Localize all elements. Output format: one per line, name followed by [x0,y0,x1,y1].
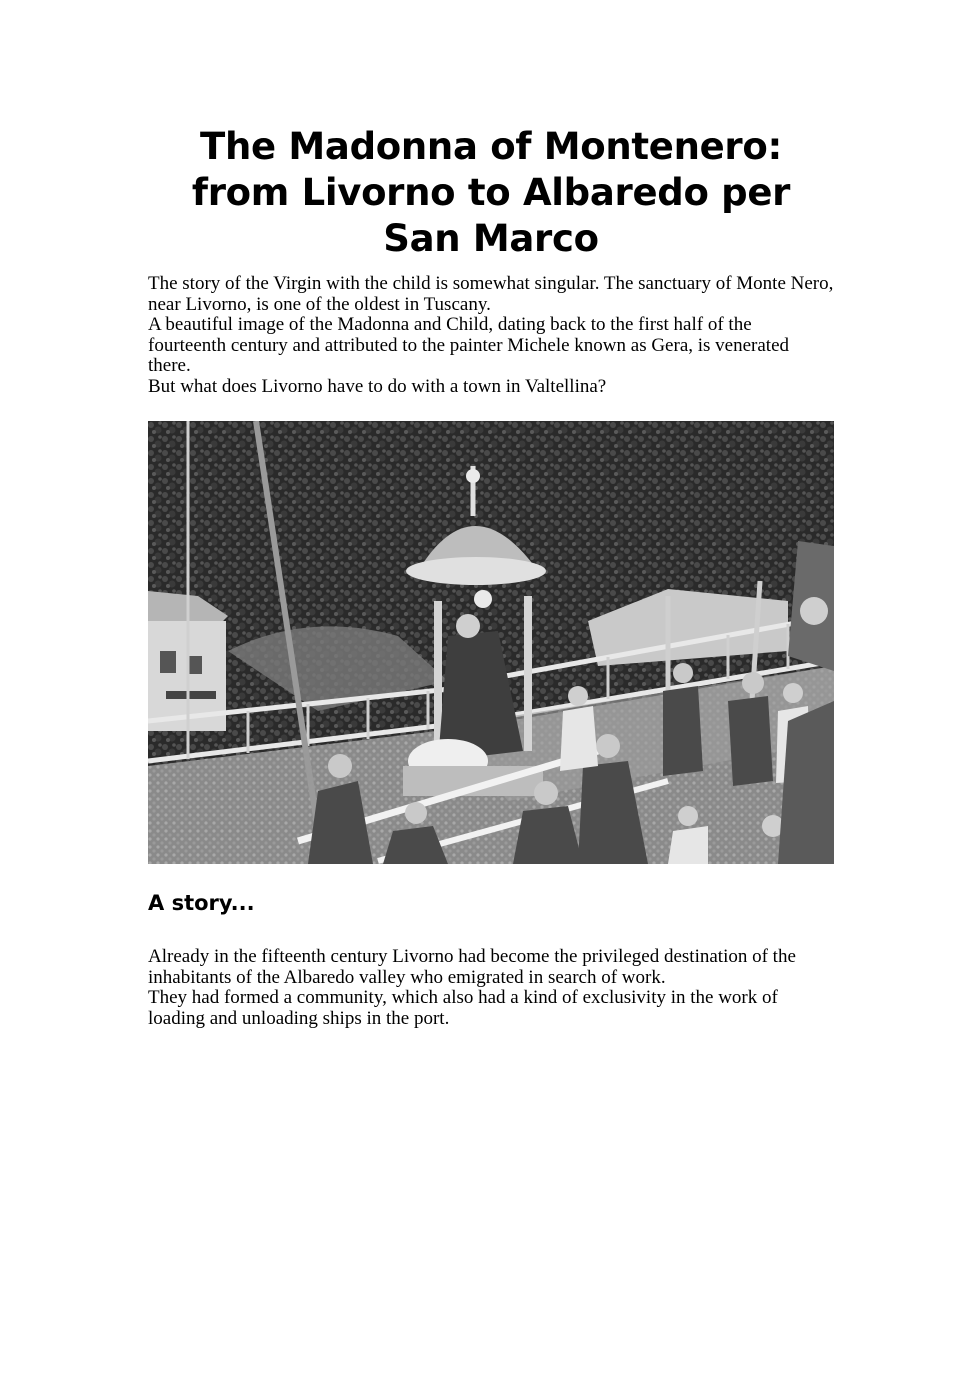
procession-photo [148,421,834,864]
story-paragraph: They had formed a community, which also had a kind of exclusivity in the work of loading and unloading ships in the port. [148,987,778,1029]
story-text [148,947,834,1029]
page-title: The Madonna of Montenero: from Livorno to Albaredo per San Marco [191,125,791,260]
intro-paragraph: The story of the Virgin with the child is somewhat singular. The sanctuary of Monte Nero, near Livorno, is one of the oldest in Tuscany. [148,273,834,315]
story-paragraph: Already in the fifteenth century Livorno had become the privileged destination of the inhabitants of the Albaredo valley who emigrated in search of work. [148,946,796,988]
intro-paragraph: A beautiful image of the Madonna and Child, dating back to the first half of the fourteenth century and attributed to the painter Michele known as Gera, is venerated there. [148,314,790,376]
section-heading: A story... [148,891,255,915]
intro-text [148,274,834,397]
intro-paragraph: But what does Livorno have to do with a town in Valtellina? [148,375,607,397]
